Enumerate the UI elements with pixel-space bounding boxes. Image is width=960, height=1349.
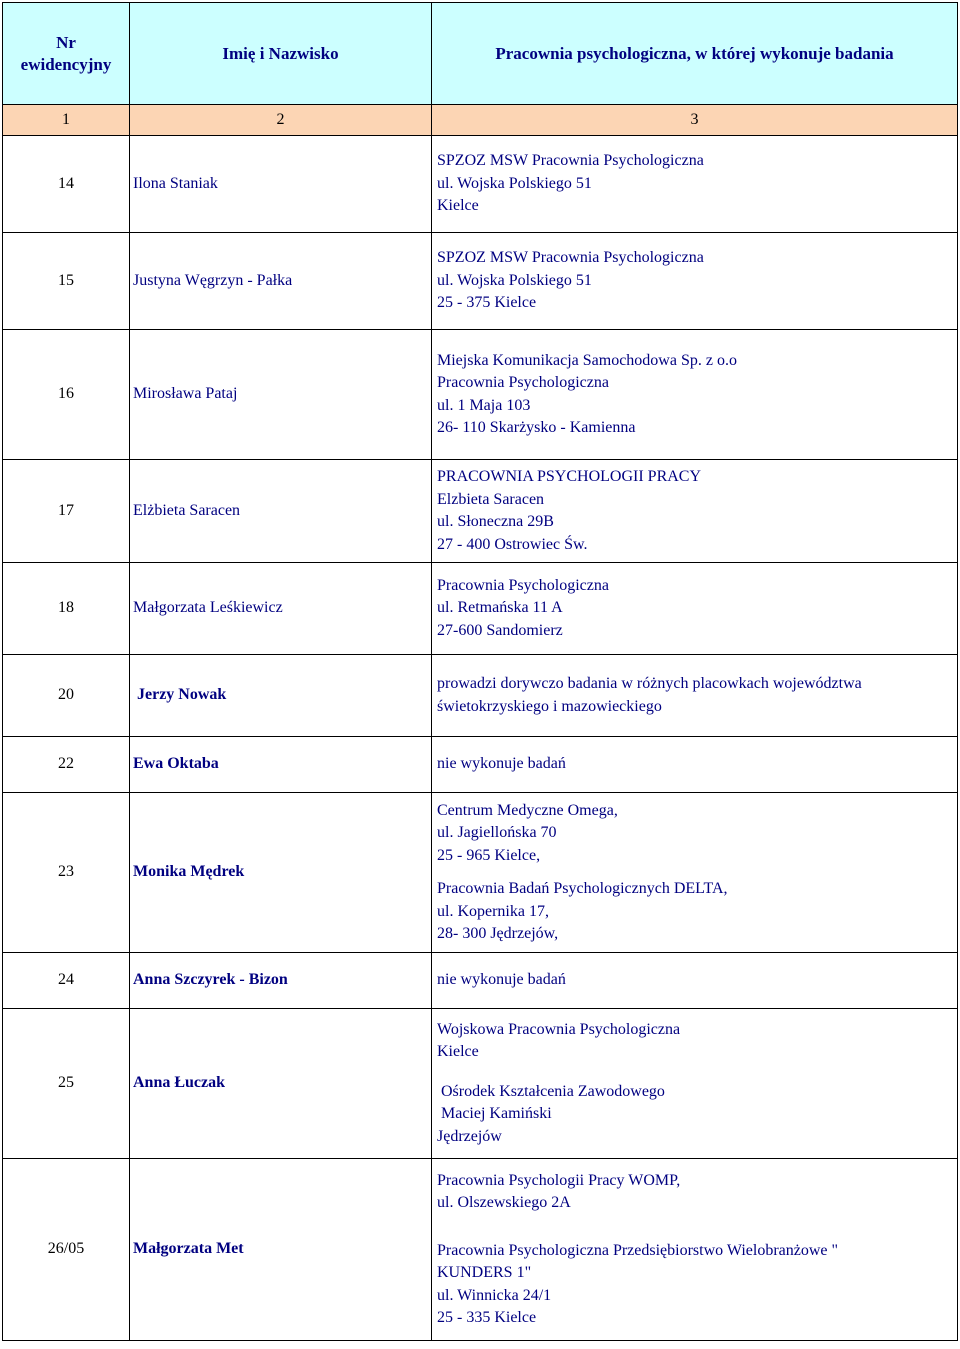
row-name: Mirosława Pataj xyxy=(130,330,432,460)
row-lab xyxy=(432,1009,958,1159)
lab-gap xyxy=(437,1064,957,1081)
table-row xyxy=(3,330,958,460)
header-nr-line1: Nr xyxy=(56,32,76,52)
lab-gap xyxy=(437,867,957,878)
lab-line: PRACOWNIA PSYCHOLOGII PRACY xyxy=(437,468,702,485)
row-name: Małgorzata Leśkiewicz xyxy=(130,563,432,655)
lab-line: Kielce xyxy=(437,197,479,215)
table-row xyxy=(3,1009,958,1159)
lab-line: 28- 300 Jędrzejów, xyxy=(437,925,559,942)
column-number-row xyxy=(3,105,958,136)
row-name: Anna Łuczak xyxy=(130,1009,432,1159)
table-row xyxy=(3,737,958,793)
lab-line: ul. Wojska Polskiego 51 xyxy=(437,174,592,192)
table-header-row xyxy=(3,3,958,105)
lab-line: KUNDERS 1" xyxy=(437,1264,532,1281)
row-lab xyxy=(432,737,958,793)
row-lab xyxy=(432,563,958,655)
row-nr: 14 xyxy=(3,136,130,233)
lab-line: Pracownia Psychologiczna xyxy=(437,576,609,594)
lab-line: Jędrzejów xyxy=(437,1127,502,1145)
lab-line: 27 - 400 Ostrowiec Św. xyxy=(437,535,588,553)
table-row xyxy=(3,793,958,953)
column-number-2: 2 xyxy=(130,105,432,136)
lab-line: prowadzi dorywczo badania w różnych placowkach województwa xyxy=(437,675,862,692)
table-row xyxy=(3,953,958,1009)
row-lab xyxy=(432,136,958,233)
row-nr: 26/05 xyxy=(3,1159,130,1341)
table-row xyxy=(3,136,958,233)
table-row xyxy=(3,655,958,737)
table-row xyxy=(3,1159,958,1341)
lab-line: Miejska Komunikacja Samochodowa Sp. z o.o xyxy=(437,351,737,369)
lab-line: nie wykonuje badań xyxy=(437,971,566,989)
lab-line: Pracownia Psychologiczna Przedsiębiorstwo Wielobranżowe " xyxy=(437,1241,839,1259)
row-nr: 18 xyxy=(3,563,130,655)
lab-line: nie wykonuje badań xyxy=(437,755,566,773)
lab-gap xyxy=(437,1215,957,1240)
row-lab xyxy=(432,953,958,1009)
row-nr: 17 xyxy=(3,460,130,563)
psychologists-table xyxy=(2,2,958,1341)
lab-line: 26- 110 Skarżysko - Kamienna xyxy=(437,419,636,436)
row-name: Anna Szczyrek - Bizon xyxy=(130,953,432,1009)
lab-line: Wojskowa Pracownia Psychologiczna xyxy=(437,1020,681,1038)
row-lab xyxy=(432,233,958,330)
lab-line: Pracownia Psychologiczna xyxy=(437,374,609,391)
lab-line: SPZOZ MSW Pracownia Psychologiczna xyxy=(437,249,704,267)
lab-line: SPZOZ MSW Pracownia Psychologiczna xyxy=(437,152,704,170)
lab-line: ul. Kopernika 17, xyxy=(437,902,549,920)
lab-line: ul. 1 Maja 103 xyxy=(437,396,531,414)
lab-line: Kielce xyxy=(437,1043,479,1061)
row-nr: 25 xyxy=(3,1009,130,1159)
column-number-1: 1 xyxy=(3,105,130,136)
lab-line: 25 - 375 Kielce xyxy=(437,294,537,312)
row-name: Małgorzata Met xyxy=(130,1159,432,1341)
row-nr: 22 xyxy=(3,737,130,793)
row-nr: 16 xyxy=(3,330,130,460)
row-name: Elżbieta Saracen xyxy=(130,460,432,563)
lab-line: ul. Jagiellońska 70 xyxy=(437,824,557,841)
row-lab xyxy=(432,460,958,563)
lab-line: 25 - 965 Kielce, xyxy=(437,846,541,864)
row-name: Monika Mędrek xyxy=(130,793,432,953)
lab-line: Elzbieta Saracen xyxy=(437,490,545,508)
row-lab xyxy=(432,793,958,953)
table-row xyxy=(3,563,958,655)
row-lab xyxy=(432,330,958,460)
row-nr: 24 xyxy=(3,953,130,1009)
lab-line: ul. Retmańska 11 A xyxy=(437,599,563,617)
row-nr: 20 xyxy=(3,655,130,737)
header-nr xyxy=(3,3,130,105)
lab-line: 25 - 335 Kielce xyxy=(437,1309,537,1326)
lab-line: Maciej Kamiński xyxy=(437,1105,552,1123)
header-name: Imię i Nazwisko xyxy=(130,3,432,105)
row-name: Jerzy Nowak xyxy=(130,655,432,737)
lab-line: ul. Olszewskiego 2A xyxy=(437,1194,571,1211)
row-lab xyxy=(432,1159,958,1341)
register-page xyxy=(2,2,957,1341)
lab-line: Centrum Medyczne Omega, xyxy=(437,801,618,819)
row-name: Ilona Staniak xyxy=(130,136,432,233)
row-nr: 23 xyxy=(3,793,130,953)
row-name: Justyna Węgrzyn - Pałka xyxy=(130,233,432,330)
row-nr: 15 xyxy=(3,233,130,330)
lab-line: ul. Winnicka 24/1 xyxy=(437,1286,552,1304)
lab-line: Pracownia Psychologii Pracy WOMP, xyxy=(437,1171,681,1189)
lab-line: ul. Słoneczna 29B xyxy=(437,513,554,530)
header-nr-line2: ewidencyjny xyxy=(20,54,112,74)
table-row xyxy=(3,233,958,330)
column-number-3: 3 xyxy=(432,105,958,136)
table-row xyxy=(3,460,958,563)
lab-line: Pracownia Badań Psychologicznych DELTA, xyxy=(437,880,728,897)
row-name: Ewa Oktaba xyxy=(130,737,432,793)
lab-line: ul. Wojska Polskiego 51 xyxy=(437,271,592,289)
lab-line: świetokrzyskiego i mazowieckiego xyxy=(437,697,662,715)
lab-line: Ośrodek Kształcenia Zawodowego xyxy=(437,1082,665,1100)
header-lab: Pracownia psychologiczna, w której wykonuje badania xyxy=(432,3,958,105)
row-lab xyxy=(432,655,958,737)
lab-line: 27-600 Sandomierz xyxy=(437,621,563,639)
